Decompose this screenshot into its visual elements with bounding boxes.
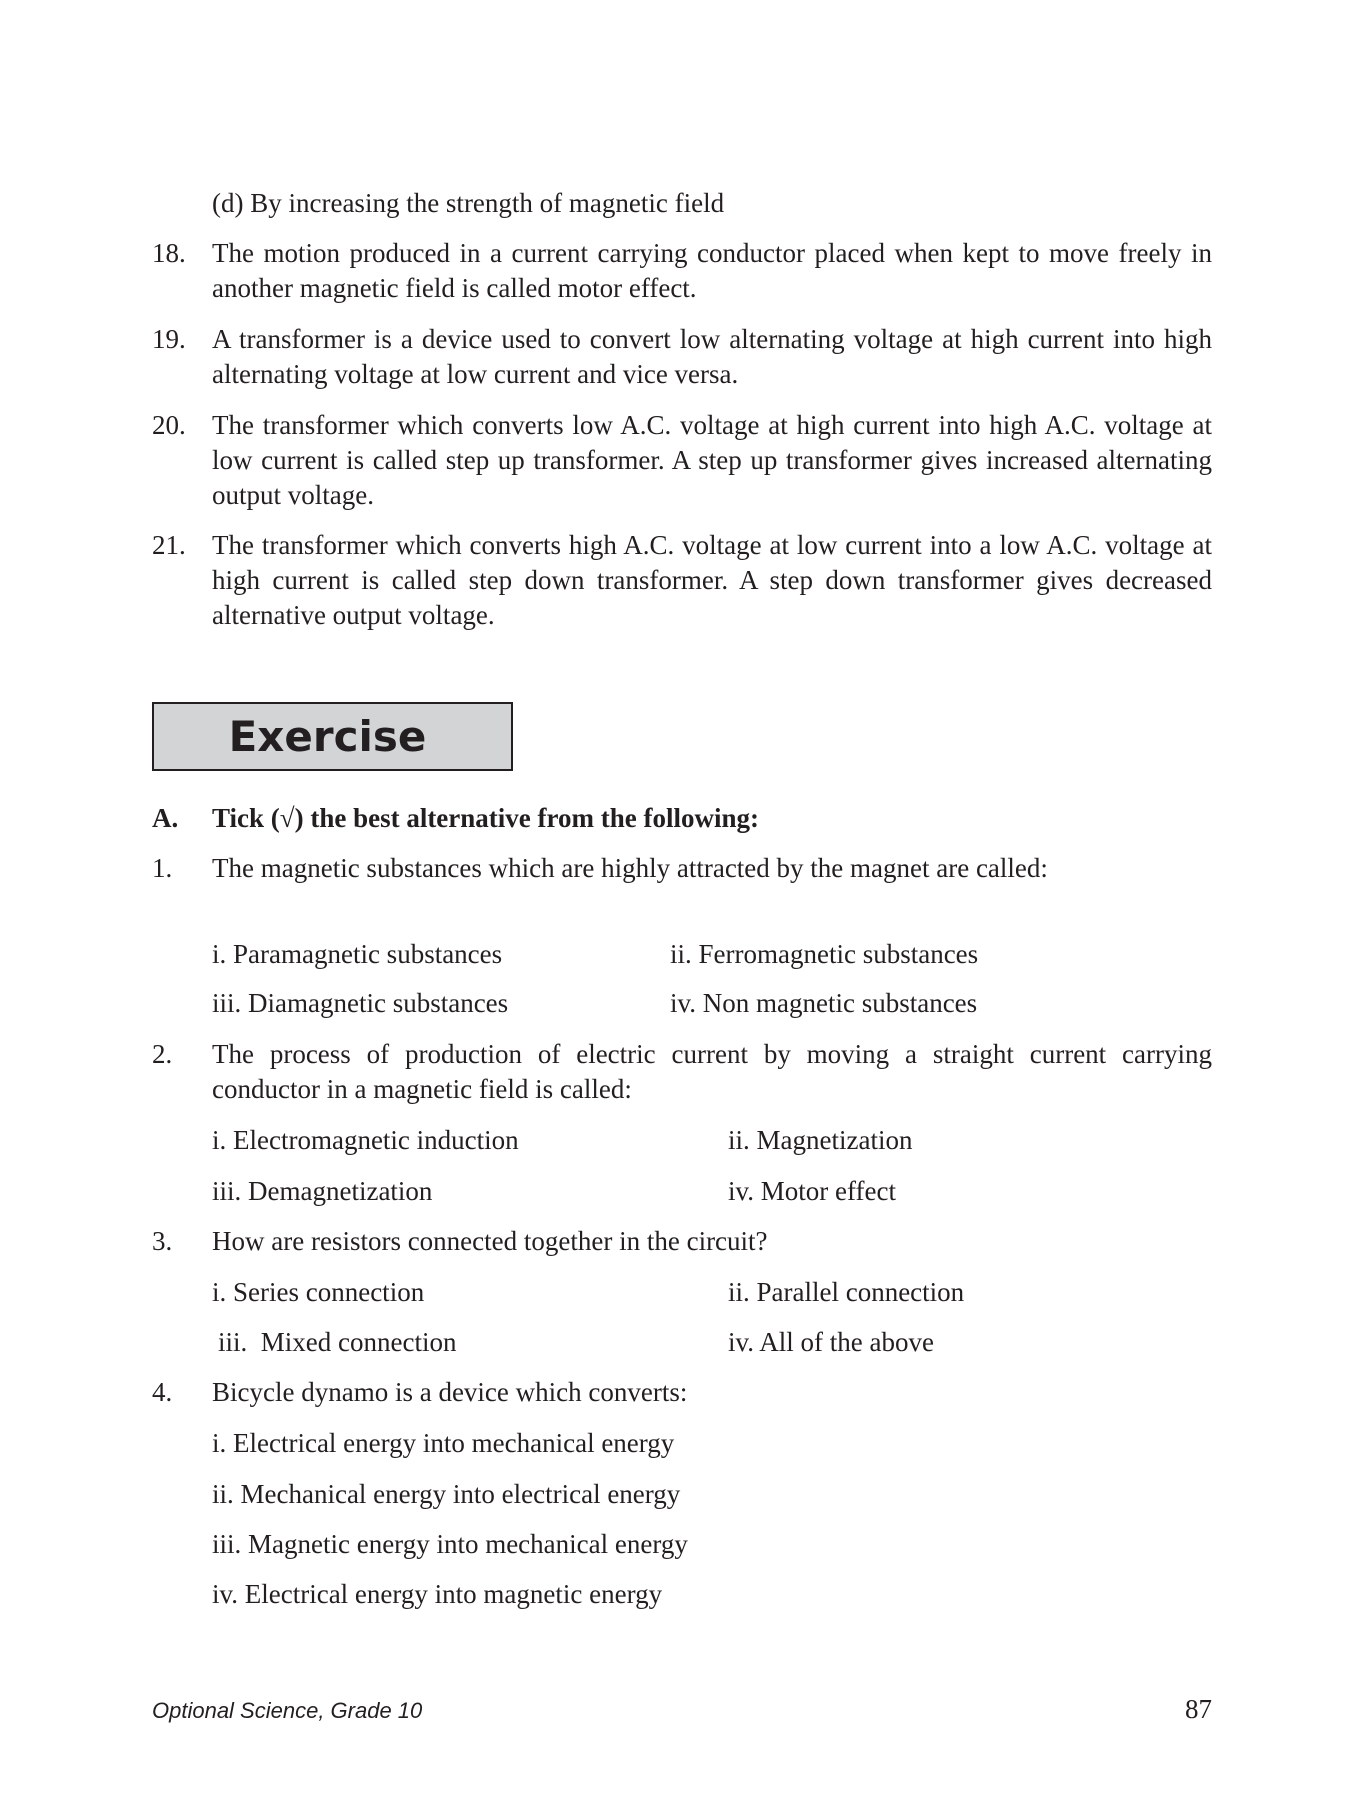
exercise-heading: Exercise	[228, 712, 427, 761]
question-1: 1. The magnetic substances which are highly attracted by the magnet are called:	[152, 853, 1048, 883]
page-number: 87	[1185, 1694, 1212, 1724]
answer-18: 18. The motion produced in a current carrying conductor placed when kept to move freely in another magnetic field is called motor effect.	[152, 238, 1212, 303]
q2-option-iii[interactable]: iii. Demagnetization	[212, 1176, 433, 1206]
q1-option-iii[interactable]: iii. Diamagnetic substances	[212, 988, 509, 1018]
q3-option-ii[interactable]: ii. Parallel connection	[728, 1277, 965, 1307]
q4-option-iii[interactable]: iii. Magnetic energy into mechanical energy	[212, 1529, 688, 1559]
q2-option-i[interactable]: i. Electromagnetic induction	[212, 1125, 519, 1155]
q3-option-iv[interactable]: iv. All of the above	[728, 1327, 934, 1357]
q3-option-i[interactable]: i. Series connection	[212, 1277, 425, 1307]
section-a-instruction: A. Tick (√) the best alternative from the following:	[152, 803, 759, 833]
answer-19: 19. A transformer is a device used to convert low alternating voltage at high current into high alternating voltage at low current and vice versa.	[152, 324, 1212, 389]
q4-option-ii[interactable]: ii. Mechanical energy into electrical energy	[212, 1479, 681, 1509]
question-4: 4. Bicycle dynamo is a device which converts:	[152, 1377, 688, 1407]
q2-option-iv[interactable]: iv. Motor effect	[728, 1176, 896, 1206]
question-2: 2. The process of production of electric current by moving a straight current carrying conductor in a magnetic field is called:	[152, 1039, 1212, 1104]
q2-option-ii[interactable]: ii. Magnetization	[728, 1125, 913, 1155]
q4-option-i[interactable]: i. Electrical energy into mechanical energy	[212, 1428, 675, 1458]
q1-option-iv[interactable]: iv. Non magnetic substances	[670, 988, 978, 1018]
footer-book-title: Optional Science, Grade 10	[152, 1698, 423, 1723]
q1-option-i[interactable]: i. Paramagnetic substances	[212, 939, 503, 969]
exercise-heading-box	[152, 702, 513, 771]
q4-option-iv[interactable]: iv. Electrical energy into magnetic energy	[212, 1579, 663, 1609]
q3-option-iii[interactable]: iii. Mixed connection	[218, 1327, 457, 1357]
answer-21: 21. The transformer which converts high A.C. voltage at low current into a low A.C. voltage at high current is called step down transformer. A step down transformer gives decreased alternative output voltage.	[152, 530, 1212, 630]
answer-20: 20. The transformer which converts low A.C. voltage at high current into high A.C. voltage at low current is called step up transformer. A step up transformer gives increased alternating output voltage.	[152, 410, 1212, 510]
answer-option-d: (d) By increasing the strength of magnetic field	[212, 188, 725, 218]
q1-option-ii[interactable]: ii. Ferromagnetic substances	[670, 939, 979, 969]
question-3: 3. How are resistors connected together in the circuit?	[152, 1226, 768, 1256]
